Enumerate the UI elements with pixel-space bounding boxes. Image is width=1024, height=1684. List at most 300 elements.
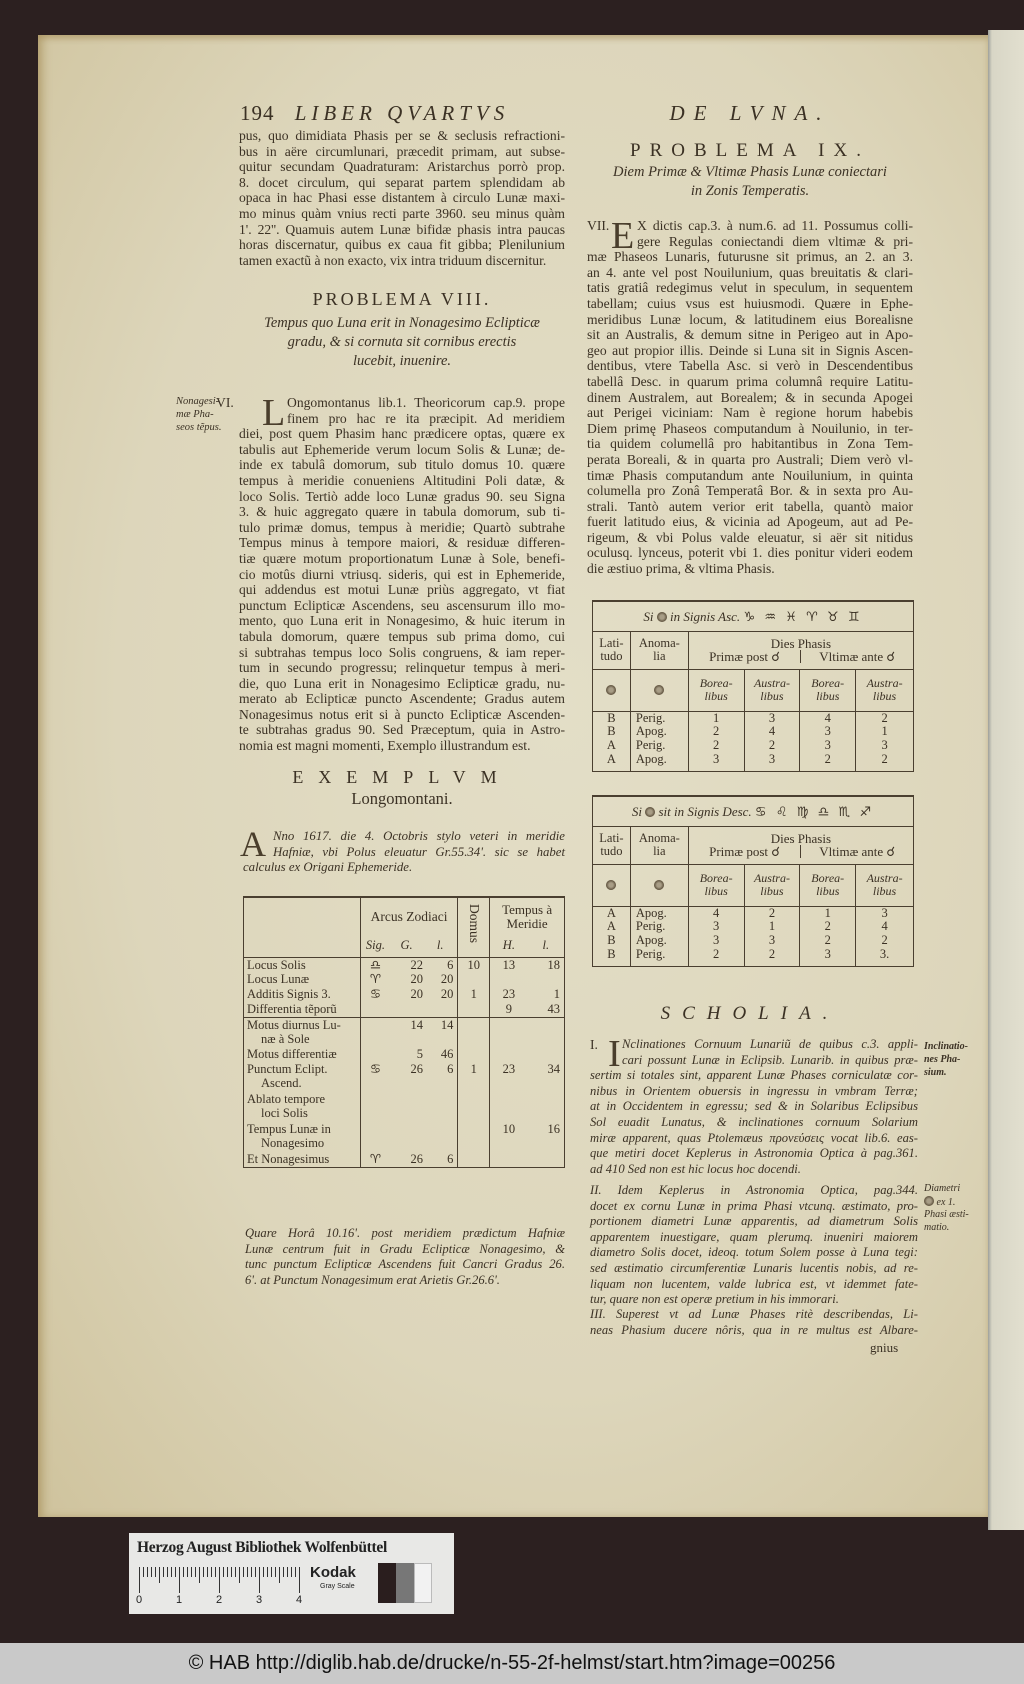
- text-line: Ongomontanus lib.1. Theoricorum cap.9. prope: [287, 395, 565, 410]
- text-line: pus, quo dimidiata Phasis per se & seclusis refractioni-: [239, 128, 565, 143]
- drop-cap-i: I: [608, 1033, 621, 1075]
- anomaly-cell: Perig.: [630, 948, 688, 966]
- phase-subheaders: [689, 845, 913, 858]
- degree-cell: 22: [410, 957, 423, 972]
- text-line: rigeum, & vbi Polus valde eleuatur, si aër sit nitidus: [587, 529, 913, 545]
- time-minute-cell: [528, 1152, 565, 1167]
- row-label-line: Motus differentiæ: [247, 1047, 337, 1061]
- table-row: [244, 1047, 565, 1062]
- text-line: tia quidem columellâ pro habitantibus in Zona Tem-: [587, 436, 913, 452]
- row-label: [244, 1017, 361, 1047]
- primae-boreal-cell: 2: [688, 725, 744, 739]
- ruler-minor-tick: [143, 1567, 144, 1577]
- ruler-number: 2: [216, 1594, 223, 1606]
- degree-cell: 26: [410, 1062, 423, 1076]
- table-row: [593, 948, 914, 966]
- header-primae-post: Primæ post ☌: [709, 844, 780, 859]
- ruler-major-tick: [139, 1567, 140, 1593]
- paragraph-number-vi: VI.: [216, 395, 234, 410]
- ruler-minor-tick: [291, 1567, 292, 1577]
- minute-cell: [423, 1122, 458, 1152]
- scholion-1-number: I.: [590, 1037, 598, 1052]
- running-head-left: [240, 101, 509, 126]
- domus-cell: [458, 1002, 490, 1017]
- header-latitudo: Lati- tudo: [593, 631, 631, 669]
- ruler-minor-tick: [215, 1567, 216, 1577]
- time-minute-cell: [528, 972, 565, 987]
- row-label: [244, 1062, 361, 1092]
- ruler-minor-tick: [227, 1567, 228, 1577]
- ruler-minor-tick: [163, 1567, 164, 1577]
- ultimae-austral-cell: 2: [856, 934, 914, 948]
- domus-cell: [458, 1017, 490, 1047]
- text-line: horas discernatur, quibus ex caua fit gibba; Plenilunium: [239, 237, 565, 253]
- text-line: tulo primæ domus, tempus à meridie; Quartò subtrahe: [239, 519, 565, 535]
- text-line: tabula domorum, quære tempus sub prima domo, cui: [239, 628, 565, 644]
- text-line: seos tẽpus.: [176, 422, 222, 433]
- latitude-cell: B: [607, 933, 616, 947]
- ruler-minor-tick: [187, 1567, 188, 1577]
- time-minute-cell: 34: [547, 1062, 560, 1076]
- text-line: quitur secundam Quadraturam: Aristarchus porrò prop.: [239, 159, 565, 175]
- scholion-2: [590, 1183, 918, 1308]
- side-note-nonagesimae: [176, 395, 222, 434]
- margin-line: Phasi æsti-: [924, 1209, 969, 1220]
- row-label-line: Differentia tẽporũ: [247, 1002, 337, 1016]
- text-line: Tempus minus à tempore maiori, & residuæ differen-: [239, 535, 565, 551]
- text-line: portionem diametri Lunæ apparentis, ad diametrum Solis: [590, 1214, 918, 1229]
- table-title: [593, 601, 914, 631]
- domus-cell: [458, 1122, 490, 1152]
- ruler-major-tick: [259, 1567, 260, 1593]
- text-line: Diem Primæ & Vltimæ Phasis Lunæ coniectari: [613, 164, 887, 180]
- minute-cell: 6: [423, 1152, 458, 1167]
- minute-cell: 20: [423, 987, 458, 1002]
- table-row: [593, 934, 914, 948]
- ruler-number: 4: [296, 1594, 303, 1606]
- table-row: [244, 1062, 565, 1092]
- row-label: [244, 1047, 361, 1062]
- ruler-minor-tick: [155, 1567, 156, 1577]
- text-line: geo aut propior illis. Deinde si Luna sit in Signis Ascen-: [587, 342, 913, 358]
- text-line: fuerit latitudo eius, & vicinia ad Apogeum, aut ad Pe-: [587, 514, 913, 530]
- text-line: punctum Eclipticæ Ascendens, seu ascensurum illo mo-: [239, 597, 565, 613]
- moon-icon: [657, 612, 667, 622]
- table-row: [244, 987, 565, 1002]
- header-ultimae-ante: Vltimæ ante ☌: [800, 650, 913, 663]
- running-title-left: LIBER QVARTVS: [294, 101, 510, 125]
- degree-cell: [390, 1002, 423, 1017]
- subheader-row: [593, 669, 914, 711]
- ruler-minor-tick: [151, 1567, 152, 1577]
- latitude-moon-cell: [593, 669, 631, 711]
- text-line: an 4. ante vel post Nouilunium, quas breuitatis & clari-: [587, 264, 913, 280]
- text-line: oculusq. lynceus, poterit vbi 1. dies ponitur videri eodem: [587, 545, 913, 561]
- text-line: gere Regulas coniectandi diem vltimæ & pri-: [637, 233, 913, 249]
- ruler-major-tick: [179, 1567, 180, 1593]
- text-line: Nclinationes Cornuum Lunariũ de quibus c.3. appli-: [622, 1037, 918, 1051]
- sign-cell: [360, 1092, 390, 1122]
- header-h: H.: [502, 938, 515, 953]
- anomaly-cell: Perig.: [630, 711, 688, 725]
- header-dies-phasis: [688, 826, 913, 864]
- primae-boreal-cell: 3: [688, 920, 744, 934]
- header-dies-phasis: [688, 631, 913, 669]
- sign-cell: ♈︎: [369, 972, 382, 986]
- header-row: [593, 631, 914, 669]
- moon-icon: [645, 807, 655, 817]
- ultimae-boreal-cell: 2: [800, 934, 856, 948]
- primae-austral-cell: 2: [744, 906, 800, 920]
- text-line: Tempus quo Luna erit in Nonagesimo Eclipticæ: [264, 315, 540, 331]
- ruler-minor-tick: [271, 1567, 272, 1577]
- hour-cell: 23: [502, 987, 516, 1001]
- text-line: tamen exactũ à non exacto, vix intra triduum discernitur.: [239, 252, 547, 268]
- time-minute-cell: [528, 1047, 565, 1062]
- time-minute-cell: 16: [547, 1122, 560, 1136]
- domus-cell: 10: [458, 957, 490, 972]
- text-line: miræ apparent, quas Ptolemæus προνεύσεις vocat lib.6. eas-: [590, 1130, 918, 1145]
- hour-cell: [490, 1017, 528, 1047]
- text-line: 1'. 22''. Quamuis autem Lunæ bifidæ phasis intra paucas: [239, 221, 565, 237]
- domus-cell: [458, 1092, 490, 1122]
- header-g: G.: [400, 938, 413, 953]
- scholion-3: [590, 1307, 918, 1338]
- latitude-cell: A: [606, 752, 616, 766]
- text-line: mæ Phaseos Lunaris, futurusne sit primus, an 2. an 3.: [587, 249, 913, 265]
- moon-icon: [654, 685, 664, 695]
- ultimae-austral-cell: 3.: [856, 948, 914, 966]
- text-line: si subtrahas tempus loco Solis congruens, & iam reper-: [239, 644, 565, 660]
- drop-cap-e: E: [611, 215, 635, 257]
- row-label-line: Ablato tempore: [247, 1092, 326, 1106]
- header-arcus-zodiaci: Arcus Zodiaci: [360, 897, 458, 935]
- table-row: [244, 972, 565, 987]
- row-label-line: Locus Solis: [247, 957, 306, 972]
- problem-9-subtitle: [585, 163, 915, 201]
- library-label-card: [129, 1533, 454, 1614]
- minute-cell: 20: [423, 972, 458, 987]
- header-borealibus: Borea- libus: [688, 669, 744, 711]
- title-text: in Signis Asc.: [666, 608, 744, 624]
- margin-line: Diametri: [924, 1183, 961, 1194]
- moon-icon: [654, 880, 664, 890]
- institution-name: Herzog August Bibliothek Wolfenbüttel: [137, 1539, 387, 1556]
- minute-cell: 46: [423, 1047, 458, 1062]
- header-australibus: Austra- libus: [744, 864, 800, 906]
- sign-cell: ♈︎: [369, 1152, 382, 1166]
- ruler-minor-tick: [207, 1567, 208, 1577]
- table-title-row: [593, 601, 914, 631]
- table-row: [593, 711, 914, 725]
- row-label-line: Ascend.: [261, 1076, 302, 1090]
- primae-boreal-cell: 3: [688, 753, 744, 771]
- row-label-line: Tempus Lunæ in: [247, 1122, 331, 1136]
- text-line: calculus ex Origani Ephemeride.: [243, 860, 413, 875]
- text-line: II. Idem Keplerus in Astronomia Optica, pag.344.: [590, 1183, 918, 1197]
- hour-cell: [490, 1092, 528, 1122]
- gray-scale-label: Gray Scale: [320, 1583, 355, 1590]
- row-label-line: loci Solis: [261, 1106, 308, 1120]
- gray-patch-mid: [396, 1563, 414, 1603]
- ultimae-boreal-cell: 4: [800, 711, 856, 725]
- example-subtitle: Longomontani.: [351, 789, 453, 808]
- ultimae-boreal-cell: 3: [800, 948, 856, 966]
- text-line: ad 410 Sed non est hic locus hoc docendi.: [590, 1161, 801, 1176]
- text-line: apparentem inuestigare, quam plerumq. inueniri maiorem: [590, 1229, 918, 1244]
- zodiac-signs: ♋︎ ♌︎ ♍︎ ♎︎ ♏︎ ♐︎: [754, 803, 875, 819]
- text-line: strali. Tantò autem verior erit tabella, quantò maior: [587, 498, 913, 514]
- ultimae-austral-cell: 3: [856, 739, 914, 753]
- drop-cap-a: A: [240, 824, 266, 864]
- gray-patch-white: [414, 1563, 432, 1603]
- degree-cell: 14: [410, 1017, 423, 1032]
- text-line: nomia est magni momenti, Exemplo illustrandum est.: [239, 738, 531, 754]
- degree-cell: 26: [410, 1152, 423, 1166]
- table-row: [244, 1092, 565, 1122]
- table-row: [593, 725, 914, 739]
- text-line: que metiri docet Keplerus in Astronomia Optica à pag.361.: [590, 1146, 918, 1161]
- text-line: bus in aëre circumlunari, præcedit primam, aut subse-: [239, 143, 565, 159]
- text-line: Inclinatio-: [924, 1041, 968, 1052]
- ruler-minor-tick: [283, 1567, 284, 1577]
- ruler-minor-tick: [167, 1567, 168, 1577]
- ultimae-austral-cell: 1: [856, 725, 914, 739]
- table-row: [244, 957, 565, 972]
- text-line: finem pro hac re ita præcipit. Ad meridiem: [287, 410, 565, 426]
- scholia-title: SCHOLIA.: [660, 1003, 840, 1024]
- anomaly-cell: Perig.: [630, 739, 688, 753]
- row-label-line: Locus Lunæ: [247, 972, 310, 986]
- row-label: [244, 972, 361, 987]
- ruler-minor-tick: [175, 1567, 176, 1577]
- anomaly-cell: Apog.: [630, 934, 688, 948]
- text-line: 6'. at Punctum Nonagesimum erat Arietis Gr.26.6'.: [245, 1272, 500, 1287]
- ruler-minor-tick: [239, 1567, 240, 1583]
- hour-cell: 23: [502, 1062, 516, 1076]
- header-domus: Domus: [466, 904, 482, 944]
- problem-9-title: PROBLEMA IX.: [630, 140, 870, 161]
- text-line: loco Solis. Tertiò adde loco Lunæ gradus 90. seu Signa: [239, 488, 565, 504]
- table-row: [244, 1017, 565, 1047]
- ruler-minor-tick: [267, 1567, 268, 1577]
- text-line: sed æstimatio circumferentiæ Lunaris lucentis nobis, ad re-: [590, 1260, 918, 1275]
- example-calculation-table: [243, 896, 565, 1168]
- text-line: liquam non lucentem, valde lubrica est, vt idemmet fate-: [590, 1276, 918, 1291]
- next-leaf-edge: [988, 30, 1024, 1530]
- table-row: [244, 1152, 565, 1167]
- text-line: III. Superest vt ad Lunæ Phases ritè describendas, Li-: [590, 1307, 918, 1321]
- header-australibus: Austra- libus: [856, 669, 914, 711]
- ruler-minor-tick: [191, 1567, 192, 1577]
- text-line: Nonagesi-: [176, 396, 220, 407]
- scholion-1: [590, 1033, 918, 1177]
- text-line: nes Pha-: [924, 1054, 961, 1065]
- text-line: diametro Solis docet, ideoq. totum Solem posse à Luna tegi:: [590, 1245, 918, 1260]
- paragraph-vi: [239, 392, 565, 754]
- text-line: sertim si totales sint, apparent Lunæ Phases corniculatæ cor-: [590, 1068, 918, 1083]
- domus-cell: [458, 1047, 490, 1062]
- text-line: Nonagesimus notus erit si à puncto Eclipticæ Ascenden-: [239, 706, 565, 722]
- latitude-cell: A: [606, 738, 616, 752]
- minute-cell: 14: [423, 1017, 458, 1047]
- text-line: 8. docet circulum, qui separat partem splendidam ab: [239, 174, 565, 190]
- text-line: tempus à meridie conueniens Altitudini Poli datæ, &: [239, 472, 565, 488]
- text-line: cio motûs diurni vtriusq. sideris, qui est in Ephemeride,: [239, 566, 565, 582]
- text-line: tiæ quære motum proportionatum Lunæ à Sole, benefi-: [239, 550, 565, 566]
- latitude-cell: B: [607, 947, 616, 961]
- paragraph-vii: [587, 215, 913, 577]
- header-australibus: Austra- libus: [744, 669, 800, 711]
- domus-cell: [458, 972, 490, 987]
- row-label: [244, 1002, 361, 1017]
- copyright-footer: © HAB http://diglib.hab.de/drucke/n-55-2f-helmst/start.htm?image=00256: [0, 1643, 1024, 1684]
- row-label: [244, 1092, 361, 1122]
- header-borealibus: Borea- libus: [800, 669, 856, 711]
- latitude-moon-cell: [593, 864, 631, 906]
- primae-austral-cell: 3: [744, 753, 800, 771]
- ruler-number: 3: [256, 1594, 263, 1606]
- text-line: meridibus Lunæ locum, & latitudinem eius Borealisne: [587, 311, 913, 327]
- problem-8-title: PROBLEMA VIII.: [312, 289, 492, 309]
- ultimae-boreal-cell: 3: [800, 725, 856, 739]
- title-text: sit in Signis Desc.: [655, 803, 755, 819]
- text-line: timæ Phasis computandum ante Nouilunium, in quinta: [587, 467, 913, 483]
- primae-boreal-cell: 3: [688, 934, 744, 948]
- hour-cell: [490, 1152, 528, 1167]
- table-row: [593, 753, 914, 771]
- title-prefix: Si: [631, 803, 646, 819]
- text-line: mo minus quàm vnius recti parte 3960. seu minus quàm: [239, 205, 565, 221]
- text-line: die, quo Luna erit in Nonagesimo Eclipticæ gradu, nu-: [239, 675, 565, 691]
- row-label: [244, 957, 361, 972]
- problem-8-subtitle: [239, 314, 565, 371]
- table-row: [244, 1002, 565, 1017]
- time-minute-cell: 43: [547, 1002, 560, 1016]
- degree-cell: 20: [410, 972, 423, 986]
- text-line: 3. & huic aggregato quære in tabula domorum, sub ti-: [239, 504, 565, 520]
- ruler-minor-tick: [183, 1567, 184, 1577]
- text-line: Lunæ centrum fuit in Gradu Eclipticæ Nonagesimo, &: [245, 1241, 565, 1256]
- kodak-brand: Kodak: [310, 1564, 356, 1581]
- degree-cell: [390, 1122, 423, 1152]
- anomaly-cell: Apog.: [630, 906, 688, 920]
- ruler-minor-tick: [263, 1567, 264, 1577]
- dies-phasis-label: Dies Phasis: [770, 636, 832, 651]
- ruler-minor-tick: [159, 1567, 160, 1583]
- sign-cell: [360, 1122, 390, 1152]
- anomaly-cell: Perig.: [630, 920, 688, 934]
- text-line: tabulis aut Ephemeride verum locum Solis & Lunæ; de-: [239, 441, 565, 457]
- margin-line: ex 1.: [924, 1196, 969, 1210]
- text-line: tum in secundo progressu; relinquetur tempus à meri-: [239, 660, 565, 676]
- latitude-cell: A: [606, 905, 616, 920]
- subheader-row: [593, 864, 914, 906]
- text-line: te subtrahas gradus 90. Sed Præceptum, quia in Astro-: [239, 722, 565, 738]
- sign-cell: ♎︎: [369, 957, 382, 972]
- sign-cell: [360, 1017, 390, 1047]
- domus-cell: 1: [458, 1062, 490, 1092]
- minute-cell: [423, 1002, 458, 1017]
- header-australibus: Austra- libus: [856, 864, 914, 906]
- text-line: Sol euadit Lunatus, & inclinationes cornuum Solarium: [590, 1114, 918, 1129]
- text-line: docet ex cornu Lunæ in prima Phasi vtcunq. æstimato, pro-: [590, 1198, 918, 1213]
- ruler-number: 0: [136, 1594, 143, 1606]
- minute-cell: 6: [423, 1062, 458, 1092]
- table-descending-signs: [592, 795, 914, 967]
- row-label-line: Additis Signis 3.: [247, 987, 331, 1001]
- text-line: tatis gratiâ redegimus velut in speculum, in sequentem: [587, 280, 913, 296]
- minute-cell: 6: [423, 957, 458, 972]
- ruler-minor-tick: [199, 1567, 200, 1583]
- text-line: aut Perigei viciniam: Nam è regione horum habebis: [587, 405, 913, 421]
- text-line: at in Occidentem in egressu; sed & in Solaribus Eclipsibus: [590, 1099, 918, 1114]
- ruler-minor-tick: [251, 1567, 252, 1577]
- degree-cell: 20: [410, 987, 423, 1001]
- primae-austral-cell: 1: [744, 920, 800, 934]
- sign-cell: [360, 1002, 390, 1017]
- ultimae-austral-cell: 3: [856, 906, 914, 920]
- gray-patch-black: [378, 1563, 396, 1603]
- primae-austral-cell: 3: [744, 711, 800, 725]
- ultimae-austral-cell: 2: [856, 711, 914, 725]
- phase-subheaders: [689, 650, 913, 663]
- latitude-cell: B: [607, 724, 616, 738]
- header-tempus-a-meridie: Tempus à Meridie: [502, 901, 553, 931]
- ruler-minor-tick: [171, 1567, 172, 1577]
- ruler-scale: [136, 1567, 303, 1611]
- anomaly-cell: Apog.: [630, 753, 688, 771]
- row-label: [244, 1122, 361, 1152]
- primae-austral-cell: 4: [744, 725, 800, 739]
- text-line: die æstiuo prima, & vltima Phasis.: [587, 561, 775, 577]
- text-line: Hafniæ, vbi Polus eleuatur Gr.55.34'. sic se habet: [273, 844, 565, 859]
- margin-note-diametri: [924, 1183, 969, 1234]
- primae-austral-cell: 3: [744, 934, 800, 948]
- text-line: dinem Australem, aut Borealem; & in secunda Apogei: [587, 389, 913, 405]
- ruler-minor-tick: [287, 1567, 288, 1577]
- hour-cell: [490, 972, 528, 987]
- text-line: Quare Horâ 10.16'. post meridiem prædictum Hafniæ: [245, 1226, 565, 1240]
- ruler-minor-tick: [279, 1567, 280, 1583]
- anomaly-moon-cell: [630, 864, 688, 906]
- text-line: columella pro Zonâ Temperatâ Bor. & in sexta pro Au-: [587, 483, 913, 499]
- ultimae-boreal-cell: 2: [800, 753, 856, 771]
- zodiac-signs: ♑︎ ♒︎ ♓︎ ♈︎ ♉︎ ♊︎: [743, 608, 863, 624]
- header-anomalia: Anoma- lia: [630, 826, 688, 864]
- text-line: merato ab Eclipticæ puncto Ascendente; Gradus autem: [239, 691, 565, 707]
- running-title-right: DE LVNA.: [669, 101, 831, 125]
- table-row: [244, 1122, 565, 1152]
- ruler-minor-tick: [255, 1567, 256, 1577]
- row-label-line: Et Nonagesimus: [247, 1152, 330, 1166]
- header-primae-post: Primæ post ☌: [709, 649, 780, 664]
- ruler-minor-tick: [243, 1567, 244, 1577]
- domus-cell: [458, 1152, 490, 1167]
- header-ultimae-ante: Vltimæ ante ☌: [800, 845, 913, 858]
- header-sig: Sig.: [365, 938, 385, 953]
- text-line: neas Phasium ducere nôris, qua in re multus est Albare-: [590, 1322, 918, 1337]
- header-anomalia: Anoma- lia: [630, 631, 688, 669]
- latitude-cell: B: [607, 710, 616, 725]
- row-label-line: næ à Sole: [261, 1031, 310, 1046]
- text-line: sit an Australis, & demum sitne in Perigeo aut in Apo-: [587, 327, 913, 343]
- header-latitudo: Lati- tudo: [593, 826, 631, 864]
- moon-icon: [606, 880, 616, 890]
- time-minute-cell: 18: [547, 957, 560, 972]
- primae-boreal-cell: 4: [688, 906, 744, 920]
- primae-boreal-cell: 2: [688, 948, 744, 966]
